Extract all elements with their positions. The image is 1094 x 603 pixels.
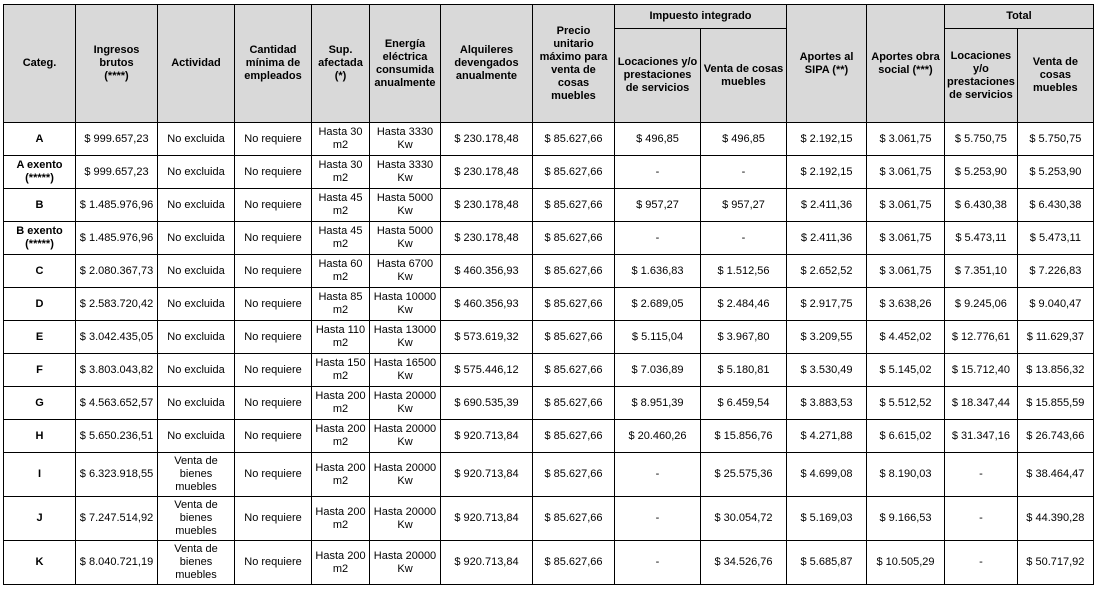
cell-ingresos-brutos: $ 8.040.721,19 xyxy=(76,541,158,585)
cell-ingresos-brutos: $ 1.485.976,96 xyxy=(76,222,158,255)
cell-impuesto-locaciones: $ 7.036,89 xyxy=(615,354,701,387)
cell-superficie: Hasta 45 m2 xyxy=(312,222,370,255)
cell-energia: Hasta 20000 Kw xyxy=(370,541,441,585)
cell-aportes-obra-social: $ 3.638,26 xyxy=(867,288,945,321)
cell-aportes-sipa: $ 2.192,15 xyxy=(787,123,867,156)
cell-cantidad-empleados: No requiere xyxy=(235,156,312,189)
cell-aportes-sipa: $ 3.530,49 xyxy=(787,354,867,387)
table-row xyxy=(4,420,1094,453)
cell-cantidad-empleados: No requiere xyxy=(235,453,312,497)
cell-total-venta: $ 11.629,37 xyxy=(1017,321,1093,354)
header-precio-unitario: Precio unitario máximo para venta de cosas muebles xyxy=(533,5,615,123)
cell-precio-unitario: $ 85.627,66 xyxy=(533,222,615,255)
cell-superficie: Hasta 45 m2 xyxy=(312,189,370,222)
table-row xyxy=(4,222,1094,255)
cell-cantidad-empleados: No requiere xyxy=(235,420,312,453)
cell-impuesto-locaciones: $ 20.460,26 xyxy=(615,420,701,453)
cell-impuesto-venta: - xyxy=(701,222,787,255)
cell-superficie: Hasta 60 m2 xyxy=(312,255,370,288)
cell-actividad: No excluida xyxy=(158,321,235,354)
cell-impuesto-venta: $ 1.512,56 xyxy=(701,255,787,288)
cell-precio-unitario: $ 85.627,66 xyxy=(533,453,615,497)
cell-total-locaciones: $ 5.750,75 xyxy=(945,123,1018,156)
cell-aportes-sipa: $ 2.652,52 xyxy=(787,255,867,288)
cell-energia: Hasta 20000 Kw xyxy=(370,420,441,453)
cell-precio-unitario: $ 85.627,66 xyxy=(533,541,615,585)
cell-aportes-obra-social: $ 3.061,75 xyxy=(867,123,945,156)
cell-cantidad-empleados: No requiere xyxy=(235,387,312,420)
cell-ingresos-brutos: $ 5.650.236,51 xyxy=(76,420,158,453)
cell-total-locaciones: $ 6.430,38 xyxy=(945,189,1018,222)
cell-ingresos-brutos: $ 3.803.043,82 xyxy=(76,354,158,387)
header-total-venta: Venta de cosas muebles xyxy=(1017,29,1093,123)
table-body xyxy=(4,123,1094,585)
cell-ingresos-brutos: $ 1.485.976,96 xyxy=(76,189,158,222)
cell-alquileres: $ 690.535,39 xyxy=(441,387,533,420)
cell-total-venta: $ 38.464,47 xyxy=(1017,453,1093,497)
cell-actividad: No excluida xyxy=(158,387,235,420)
header-energia: Energía eléctrica consumida anualmente xyxy=(370,5,441,123)
cell-cantidad-empleados: No requiere xyxy=(235,123,312,156)
cell-impuesto-venta: $ 5.180,81 xyxy=(701,354,787,387)
header-ingresos-label: Ingresos brutos xyxy=(93,44,140,69)
cell-total-venta: $ 15.855,59 xyxy=(1017,387,1093,420)
cell-total-venta: $ 50.717,92 xyxy=(1017,541,1093,585)
cell-impuesto-locaciones: $ 1.636,83 xyxy=(615,255,701,288)
cell-ingresos-brutos: $ 2.583.720,42 xyxy=(76,288,158,321)
cell-precio-unitario: $ 85.627,66 xyxy=(533,420,615,453)
cell-energia: Hasta 5000 Kw xyxy=(370,222,441,255)
cell-aportes-sipa: $ 3.209,55 xyxy=(787,321,867,354)
cell-energia: Hasta 13000 Kw xyxy=(370,321,441,354)
cell-impuesto-venta: $ 30.054,72 xyxy=(701,497,787,541)
header-ingresos-brutos xyxy=(76,5,158,123)
cell-aportes-sipa: $ 2.192,15 xyxy=(787,156,867,189)
cell-ingresos-brutos: $ 4.563.652,57 xyxy=(76,387,158,420)
cell-actividad: No excluida xyxy=(158,354,235,387)
cell-actividad: No excluida xyxy=(158,420,235,453)
cell-total-venta: $ 5.750,75 xyxy=(1017,123,1093,156)
cell-impuesto-venta: $ 6.459,54 xyxy=(701,387,787,420)
cell-alquileres: $ 920.713,84 xyxy=(441,541,533,585)
cell-ingresos-brutos: $ 999.657,23 xyxy=(76,123,158,156)
table-row xyxy=(4,321,1094,354)
cell-aportes-obra-social: $ 5.145,02 xyxy=(867,354,945,387)
cell-category: B exento (*****) xyxy=(4,222,76,255)
cell-impuesto-venta: $ 496,85 xyxy=(701,123,787,156)
cell-total-locaciones: $ 18.347,44 xyxy=(945,387,1018,420)
cell-total-locaciones: $ 31.347,16 xyxy=(945,420,1018,453)
cell-precio-unitario: $ 85.627,66 xyxy=(533,123,615,156)
cell-actividad: No excluida xyxy=(158,222,235,255)
cell-precio-unitario: $ 85.627,66 xyxy=(533,288,615,321)
cell-impuesto-venta: $ 25.575,36 xyxy=(701,453,787,497)
cell-actividad: No excluida xyxy=(158,189,235,222)
cell-total-venta: $ 44.390,28 xyxy=(1017,497,1093,541)
cell-total-locaciones: - xyxy=(945,541,1018,585)
cell-impuesto-locaciones: - xyxy=(615,156,701,189)
cell-alquileres: $ 230.178,48 xyxy=(441,222,533,255)
cell-total-locaciones: $ 7.351,10 xyxy=(945,255,1018,288)
cell-actividad: Venta de bienes muebles xyxy=(158,497,235,541)
header-impuesto-venta: Venta de cosas muebles xyxy=(701,29,787,123)
cell-impuesto-venta: $ 15.856,76 xyxy=(701,420,787,453)
cell-aportes-obra-social: $ 10.505,29 xyxy=(867,541,945,585)
cell-ingresos-brutos: $ 7.247.514,92 xyxy=(76,497,158,541)
table-row xyxy=(4,354,1094,387)
cell-superficie: Hasta 30 m2 xyxy=(312,156,370,189)
cell-aportes-obra-social: $ 8.190,03 xyxy=(867,453,945,497)
header-categ: Categ. xyxy=(4,5,76,123)
cell-alquileres: $ 460.356,93 xyxy=(441,255,533,288)
cell-impuesto-venta: $ 2.484,46 xyxy=(701,288,787,321)
header-cantidad-empleados: Cantidad mínima de empleados xyxy=(235,5,312,123)
cell-impuesto-venta: - xyxy=(701,156,787,189)
cell-total-locaciones: $ 15.712,40 xyxy=(945,354,1018,387)
cell-alquileres: $ 575.446,12 xyxy=(441,354,533,387)
header-aportes-sipa: Aportes al SIPA (**) xyxy=(787,5,867,123)
cell-aportes-obra-social: $ 6.615,02 xyxy=(867,420,945,453)
cell-alquileres: $ 573.619,32 xyxy=(441,321,533,354)
cell-impuesto-venta: $ 3.967,80 xyxy=(701,321,787,354)
cell-ingresos-brutos: $ 3.042.435,05 xyxy=(76,321,158,354)
cell-impuesto-locaciones: $ 2.689,05 xyxy=(615,288,701,321)
cell-precio-unitario: $ 85.627,66 xyxy=(533,189,615,222)
cell-category: J xyxy=(4,497,76,541)
cell-category: B xyxy=(4,189,76,222)
cell-precio-unitario: $ 85.627,66 xyxy=(533,321,615,354)
cell-cantidad-empleados: No requiere xyxy=(235,354,312,387)
cell-aportes-obra-social: $ 3.061,75 xyxy=(867,222,945,255)
cell-ingresos-brutos: $ 6.323.918,55 xyxy=(76,453,158,497)
cell-total-locaciones: $ 9.245,06 xyxy=(945,288,1018,321)
header-total-locaciones: Locaciones y/o prestaciones de servicios xyxy=(945,29,1018,123)
cell-cantidad-empleados: No requiere xyxy=(235,541,312,585)
cell-aportes-sipa: $ 3.883,53 xyxy=(787,387,867,420)
cell-total-venta: $ 26.743,66 xyxy=(1017,420,1093,453)
cell-total-venta: $ 9.040,47 xyxy=(1017,288,1093,321)
cell-actividad: No excluida xyxy=(158,156,235,189)
cell-alquileres: $ 230.178,48 xyxy=(441,156,533,189)
cell-category: F xyxy=(4,354,76,387)
table-row xyxy=(4,453,1094,497)
cell-alquileres: $ 920.713,84 xyxy=(441,420,533,453)
cell-energia: Hasta 16500 Kw xyxy=(370,354,441,387)
cell-aportes-obra-social: $ 3.061,75 xyxy=(867,255,945,288)
cell-precio-unitario: $ 85.627,66 xyxy=(533,354,615,387)
cell-cantidad-empleados: No requiere xyxy=(235,222,312,255)
cell-superficie: Hasta 110 m2 xyxy=(312,321,370,354)
cell-cantidad-empleados: No requiere xyxy=(235,255,312,288)
table-row xyxy=(4,541,1094,585)
header-alquileres: Alquileres devengados anualmente xyxy=(441,5,533,123)
table-row xyxy=(4,255,1094,288)
cell-impuesto-locaciones: - xyxy=(615,453,701,497)
cell-total-locaciones: $ 5.473,11 xyxy=(945,222,1018,255)
cell-energia: Hasta 20000 Kw xyxy=(370,497,441,541)
cell-total-venta: $ 13.856,32 xyxy=(1017,354,1093,387)
cell-aportes-sipa: $ 4.699,08 xyxy=(787,453,867,497)
cell-impuesto-locaciones: $ 8.951,39 xyxy=(615,387,701,420)
table-row xyxy=(4,497,1094,541)
cell-superficie: Hasta 200 m2 xyxy=(312,387,370,420)
cell-superficie: Hasta 200 m2 xyxy=(312,497,370,541)
cell-cantidad-empleados: No requiere xyxy=(235,288,312,321)
table-row xyxy=(4,288,1094,321)
cell-aportes-sipa: $ 5.169,03 xyxy=(787,497,867,541)
cell-aportes-sipa: $ 5.685,87 xyxy=(787,541,867,585)
cell-impuesto-locaciones: $ 496,85 xyxy=(615,123,701,156)
cell-cantidad-empleados: No requiere xyxy=(235,189,312,222)
cell-alquileres: $ 460.356,93 xyxy=(441,288,533,321)
cell-actividad: No excluida xyxy=(158,288,235,321)
cell-cantidad-empleados: No requiere xyxy=(235,497,312,541)
cell-total-venta: $ 5.473,11 xyxy=(1017,222,1093,255)
cell-impuesto-venta: $ 957,27 xyxy=(701,189,787,222)
cell-total-venta: $ 7.226,83 xyxy=(1017,255,1093,288)
cell-alquileres: $ 230.178,48 xyxy=(441,123,533,156)
cell-impuesto-locaciones: - xyxy=(615,497,701,541)
cell-total-venta: $ 6.430,38 xyxy=(1017,189,1093,222)
cell-aportes-obra-social: $ 4.452,02 xyxy=(867,321,945,354)
cell-aportes-sipa: $ 2.411,36 xyxy=(787,222,867,255)
cell-superficie: Hasta 200 m2 xyxy=(312,541,370,585)
cell-impuesto-locaciones: - xyxy=(615,541,701,585)
cell-precio-unitario: $ 85.627,66 xyxy=(533,387,615,420)
header-actividad: Actividad xyxy=(158,5,235,123)
table-row xyxy=(4,387,1094,420)
cell-aportes-sipa: $ 2.917,75 xyxy=(787,288,867,321)
cell-category: E xyxy=(4,321,76,354)
cell-category: G xyxy=(4,387,76,420)
header-ingresos-note: (****) xyxy=(104,70,129,82)
cell-superficie: Hasta 85 m2 xyxy=(312,288,370,321)
cell-category: I xyxy=(4,453,76,497)
cell-impuesto-locaciones: - xyxy=(615,222,701,255)
header-aportes-obra-social: Aportes obra social (***) xyxy=(867,5,945,123)
cell-energia: Hasta 3330 Kw xyxy=(370,156,441,189)
table-row xyxy=(4,156,1094,189)
cell-precio-unitario: $ 85.627,66 xyxy=(533,497,615,541)
cell-energia: Hasta 10000 Kw xyxy=(370,288,441,321)
cell-total-locaciones: - xyxy=(945,453,1018,497)
cell-actividad: No excluida xyxy=(158,123,235,156)
cell-energia: Hasta 6700 Kw xyxy=(370,255,441,288)
cell-cantidad-empleados: No requiere xyxy=(235,321,312,354)
cell-ingresos-brutos: $ 2.080.367,73 xyxy=(76,255,158,288)
cell-category: A exento (*****) xyxy=(4,156,76,189)
cell-energia: Hasta 3330 Kw xyxy=(370,123,441,156)
cell-energia: Hasta 5000 Kw xyxy=(370,189,441,222)
cell-energia: Hasta 20000 Kw xyxy=(370,453,441,497)
cell-impuesto-venta: $ 34.526,76 xyxy=(701,541,787,585)
header-impuesto-integrado: Impuesto integrado xyxy=(615,5,787,29)
header-total: Total xyxy=(945,5,1094,29)
cell-category: K xyxy=(4,541,76,585)
cell-superficie: Hasta 150 m2 xyxy=(312,354,370,387)
cell-aportes-obra-social: $ 3.061,75 xyxy=(867,189,945,222)
cell-aportes-sipa: $ 4.271,88 xyxy=(787,420,867,453)
cell-total-venta: $ 5.253,90 xyxy=(1017,156,1093,189)
cell-energia: Hasta 20000 Kw xyxy=(370,387,441,420)
monotributo-categories-table xyxy=(3,4,1094,585)
monotributo-table-wrapper xyxy=(3,4,1094,585)
cell-aportes-obra-social: $ 9.166,53 xyxy=(867,497,945,541)
header-impuesto-locaciones: Locaciones y/o prestaciones de servicios xyxy=(615,29,701,123)
cell-aportes-sipa: $ 2.411,36 xyxy=(787,189,867,222)
header-superficie: Sup. afectada (*) xyxy=(312,5,370,123)
cell-precio-unitario: $ 85.627,66 xyxy=(533,255,615,288)
table-row xyxy=(4,123,1094,156)
cell-aportes-obra-social: $ 3.061,75 xyxy=(867,156,945,189)
table-row xyxy=(4,189,1094,222)
cell-alquileres: $ 920.713,84 xyxy=(441,453,533,497)
cell-category: D xyxy=(4,288,76,321)
cell-total-locaciones: - xyxy=(945,497,1018,541)
cell-superficie: Hasta 200 m2 xyxy=(312,420,370,453)
cell-total-locaciones: $ 5.253,90 xyxy=(945,156,1018,189)
cell-alquileres: $ 920.713,84 xyxy=(441,497,533,541)
cell-actividad: Venta de bienes muebles xyxy=(158,541,235,585)
cell-category: H xyxy=(4,420,76,453)
cell-aportes-obra-social: $ 5.512,52 xyxy=(867,387,945,420)
cell-category: A xyxy=(4,123,76,156)
cell-actividad: No excluida xyxy=(158,255,235,288)
cell-category: C xyxy=(4,255,76,288)
cell-impuesto-locaciones: $ 5.115,04 xyxy=(615,321,701,354)
cell-impuesto-locaciones: $ 957,27 xyxy=(615,189,701,222)
cell-precio-unitario: $ 85.627,66 xyxy=(533,156,615,189)
cell-superficie: Hasta 200 m2 xyxy=(312,453,370,497)
table-header xyxy=(4,5,1094,123)
cell-alquileres: $ 230.178,48 xyxy=(441,189,533,222)
cell-ingresos-brutos: $ 999.657,23 xyxy=(76,156,158,189)
cell-total-locaciones: $ 12.776,61 xyxy=(945,321,1018,354)
cell-superficie: Hasta 30 m2 xyxy=(312,123,370,156)
cell-actividad: Venta de bienes muebles xyxy=(158,453,235,497)
